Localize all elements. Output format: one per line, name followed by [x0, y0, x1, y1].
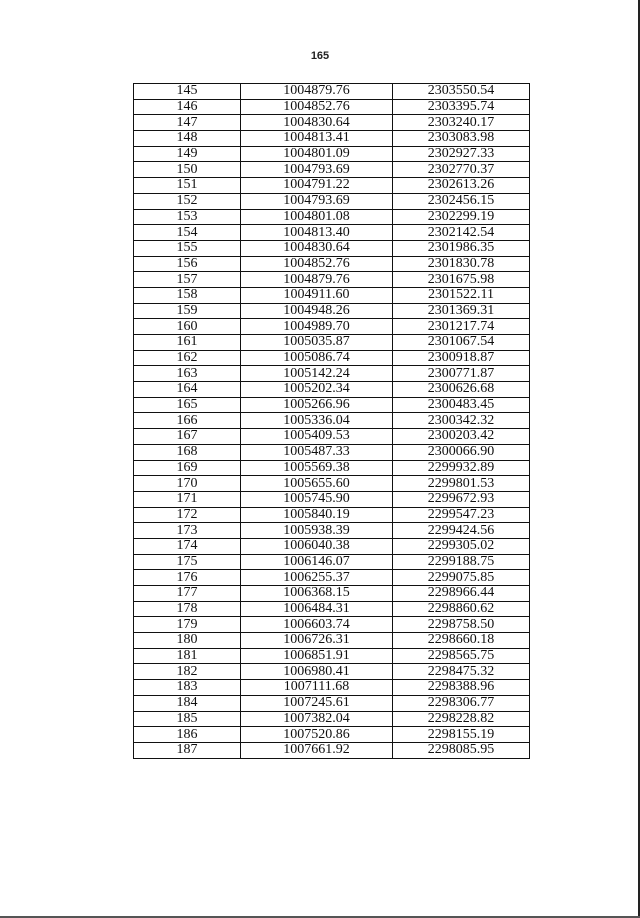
table-row [134, 538, 530, 554]
table-row [134, 382, 530, 398]
page-number: 165 [310, 50, 330, 62]
y-coordinate-cell: 2299547.23 [393, 507, 530, 523]
point-number-cell: 163 [134, 366, 241, 382]
table-row [134, 429, 530, 445]
point-number-cell: 185 [134, 711, 241, 727]
y-coordinate-cell: 2301369.31 [393, 303, 530, 319]
y-coordinate-cell: 2302299.19 [393, 209, 530, 225]
x-coordinate-cell: 1006851.91 [241, 648, 393, 664]
y-coordinate-cell: 2299188.75 [393, 554, 530, 570]
y-coordinate-cell: 2300918.87 [393, 350, 530, 366]
x-coordinate-cell: 1005840.19 [241, 507, 393, 523]
table-row [134, 476, 530, 492]
point-number-cell: 186 [134, 727, 241, 743]
x-coordinate-cell: 1005409.53 [241, 429, 393, 445]
point-number-cell: 175 [134, 554, 241, 570]
y-coordinate-cell: 2298388.96 [393, 680, 530, 696]
point-number-cell: 162 [134, 350, 241, 366]
table-row [134, 664, 530, 680]
y-coordinate-cell: 2301067.54 [393, 335, 530, 351]
point-number-cell: 165 [134, 397, 241, 413]
x-coordinate-cell: 1005569.38 [241, 460, 393, 476]
x-coordinate-cell: 1004793.69 [241, 193, 393, 209]
point-number-cell: 174 [134, 538, 241, 554]
y-coordinate-cell: 2299801.53 [393, 476, 530, 492]
x-coordinate-cell: 1007245.61 [241, 695, 393, 711]
y-coordinate-cell: 2299305.02 [393, 538, 530, 554]
table-row [134, 115, 530, 131]
y-coordinate-cell: 2299075.85 [393, 570, 530, 586]
table-row [134, 209, 530, 225]
table-row [134, 491, 530, 507]
point-number-cell: 159 [134, 303, 241, 319]
table-row [134, 319, 530, 335]
y-coordinate-cell: 2301830.78 [393, 256, 530, 272]
y-coordinate-cell: 2298475.32 [393, 664, 530, 680]
table-row [134, 460, 530, 476]
table-row [134, 727, 530, 743]
x-coordinate-cell: 1004852.76 [241, 99, 393, 115]
table-row [134, 711, 530, 727]
point-number-cell: 164 [134, 382, 241, 398]
y-coordinate-cell: 2303395.74 [393, 99, 530, 115]
point-number-cell: 149 [134, 146, 241, 162]
point-number-cell: 167 [134, 429, 241, 445]
x-coordinate-cell: 1004791.22 [241, 178, 393, 194]
y-coordinate-cell: 2302770.37 [393, 162, 530, 178]
point-number-cell: 177 [134, 586, 241, 602]
table-row [134, 586, 530, 602]
x-coordinate-cell: 1005035.87 [241, 335, 393, 351]
y-coordinate-cell: 2298660.18 [393, 633, 530, 649]
table-row [134, 633, 530, 649]
coordinates-table-body [134, 84, 530, 759]
y-coordinate-cell: 2298085.95 [393, 742, 530, 758]
x-coordinate-cell: 1005086.74 [241, 350, 393, 366]
point-number-cell: 171 [134, 491, 241, 507]
table-row [134, 240, 530, 256]
table-row [134, 178, 530, 194]
x-coordinate-cell: 1006368.15 [241, 586, 393, 602]
table-row [134, 287, 530, 303]
table-row [134, 335, 530, 351]
x-coordinate-cell: 1006255.37 [241, 570, 393, 586]
y-coordinate-cell: 2298565.75 [393, 648, 530, 664]
x-coordinate-cell: 1004830.64 [241, 115, 393, 131]
y-coordinate-cell: 2301522.11 [393, 287, 530, 303]
y-coordinate-cell: 2298228.82 [393, 711, 530, 727]
table-row [134, 397, 530, 413]
x-coordinate-cell: 1005487.33 [241, 444, 393, 460]
x-coordinate-cell: 1004793.69 [241, 162, 393, 178]
point-number-cell: 172 [134, 507, 241, 523]
y-coordinate-cell: 2300626.68 [393, 382, 530, 398]
point-number-cell: 183 [134, 680, 241, 696]
table-row [134, 162, 530, 178]
point-number-cell: 148 [134, 131, 241, 147]
point-number-cell: 151 [134, 178, 241, 194]
x-coordinate-cell: 1005745.90 [241, 491, 393, 507]
point-number-cell: 182 [134, 664, 241, 680]
table-row [134, 303, 530, 319]
y-coordinate-cell: 2301986.35 [393, 240, 530, 256]
point-number-cell: 184 [134, 695, 241, 711]
table-row [134, 350, 530, 366]
x-coordinate-cell: 1004813.40 [241, 225, 393, 241]
coordinates-table [133, 83, 530, 759]
point-number-cell: 166 [134, 413, 241, 429]
x-coordinate-cell: 1006040.38 [241, 538, 393, 554]
x-coordinate-cell: 1005336.04 [241, 413, 393, 429]
x-coordinate-cell: 1004911.60 [241, 287, 393, 303]
point-number-cell: 187 [134, 742, 241, 758]
y-coordinate-cell: 2302927.33 [393, 146, 530, 162]
x-coordinate-cell: 1007111.68 [241, 680, 393, 696]
y-coordinate-cell: 2298966.44 [393, 586, 530, 602]
table-row [134, 444, 530, 460]
x-coordinate-cell: 1004879.76 [241, 84, 393, 100]
table-row [134, 742, 530, 758]
y-coordinate-cell: 2300342.32 [393, 413, 530, 429]
y-coordinate-cell: 2300483.45 [393, 397, 530, 413]
x-coordinate-cell: 1004830.64 [241, 240, 393, 256]
y-coordinate-cell: 2298758.50 [393, 617, 530, 633]
x-coordinate-cell: 1004852.76 [241, 256, 393, 272]
y-coordinate-cell: 2299932.89 [393, 460, 530, 476]
x-coordinate-cell: 1005938.39 [241, 523, 393, 539]
x-coordinate-cell: 1004989.70 [241, 319, 393, 335]
point-number-cell: 178 [134, 601, 241, 617]
point-number-cell: 154 [134, 225, 241, 241]
table-row [134, 570, 530, 586]
point-number-cell: 147 [134, 115, 241, 131]
point-number-cell: 169 [134, 460, 241, 476]
table-row [134, 680, 530, 696]
table-row [134, 413, 530, 429]
table-row [134, 695, 530, 711]
y-coordinate-cell: 2301675.98 [393, 272, 530, 288]
table-row [134, 131, 530, 147]
y-coordinate-cell: 2300066.90 [393, 444, 530, 460]
x-coordinate-cell: 1004801.08 [241, 209, 393, 225]
point-number-cell: 158 [134, 287, 241, 303]
point-number-cell: 153 [134, 209, 241, 225]
x-coordinate-cell: 1006484.31 [241, 601, 393, 617]
y-coordinate-cell: 2302142.54 [393, 225, 530, 241]
point-number-cell: 173 [134, 523, 241, 539]
x-coordinate-cell: 1005142.24 [241, 366, 393, 382]
table-row [134, 146, 530, 162]
point-number-cell: 176 [134, 570, 241, 586]
y-coordinate-cell: 2303083.98 [393, 131, 530, 147]
y-coordinate-cell: 2298860.62 [393, 601, 530, 617]
table-row [134, 648, 530, 664]
point-number-cell: 160 [134, 319, 241, 335]
y-coordinate-cell: 2302456.15 [393, 193, 530, 209]
table-row [134, 507, 530, 523]
point-number-cell: 156 [134, 256, 241, 272]
y-coordinate-cell: 2303550.54 [393, 84, 530, 100]
y-coordinate-cell: 2300203.42 [393, 429, 530, 445]
y-coordinate-cell: 2298306.77 [393, 695, 530, 711]
table-row [134, 225, 530, 241]
x-coordinate-cell: 1004879.76 [241, 272, 393, 288]
x-coordinate-cell: 1007382.04 [241, 711, 393, 727]
point-number-cell: 150 [134, 162, 241, 178]
point-number-cell: 146 [134, 99, 241, 115]
x-coordinate-cell: 1005202.34 [241, 382, 393, 398]
point-number-cell: 170 [134, 476, 241, 492]
table-row [134, 256, 530, 272]
x-coordinate-cell: 1006146.07 [241, 554, 393, 570]
y-coordinate-cell: 2300771.87 [393, 366, 530, 382]
x-coordinate-cell: 1004813.41 [241, 131, 393, 147]
table-row [134, 617, 530, 633]
x-coordinate-cell: 1004801.09 [241, 146, 393, 162]
table-row [134, 272, 530, 288]
y-coordinate-cell: 2299672.93 [393, 491, 530, 507]
x-coordinate-cell: 1005655.60 [241, 476, 393, 492]
x-coordinate-cell: 1007661.92 [241, 742, 393, 758]
x-coordinate-cell: 1006726.31 [241, 633, 393, 649]
point-number-cell: 161 [134, 335, 241, 351]
point-number-cell: 155 [134, 240, 241, 256]
y-coordinate-cell: 2302613.26 [393, 178, 530, 194]
point-number-cell: 168 [134, 444, 241, 460]
table-row [134, 601, 530, 617]
y-coordinate-cell: 2303240.17 [393, 115, 530, 131]
point-number-cell: 180 [134, 633, 241, 649]
table-row [134, 554, 530, 570]
point-number-cell: 157 [134, 272, 241, 288]
table-row [134, 193, 530, 209]
table-row [134, 84, 530, 100]
x-coordinate-cell: 1006980.41 [241, 664, 393, 680]
x-coordinate-cell: 1007520.86 [241, 727, 393, 743]
point-number-cell: 152 [134, 193, 241, 209]
point-number-cell: 145 [134, 84, 241, 100]
x-coordinate-cell: 1005266.96 [241, 397, 393, 413]
table-row [134, 366, 530, 382]
x-coordinate-cell: 1006603.74 [241, 617, 393, 633]
point-number-cell: 179 [134, 617, 241, 633]
y-coordinate-cell: 2298155.19 [393, 727, 530, 743]
table-row [134, 99, 530, 115]
y-coordinate-cell: 2299424.56 [393, 523, 530, 539]
y-coordinate-cell: 2301217.74 [393, 319, 530, 335]
x-coordinate-cell: 1004948.26 [241, 303, 393, 319]
table-row [134, 523, 530, 539]
point-number-cell: 181 [134, 648, 241, 664]
